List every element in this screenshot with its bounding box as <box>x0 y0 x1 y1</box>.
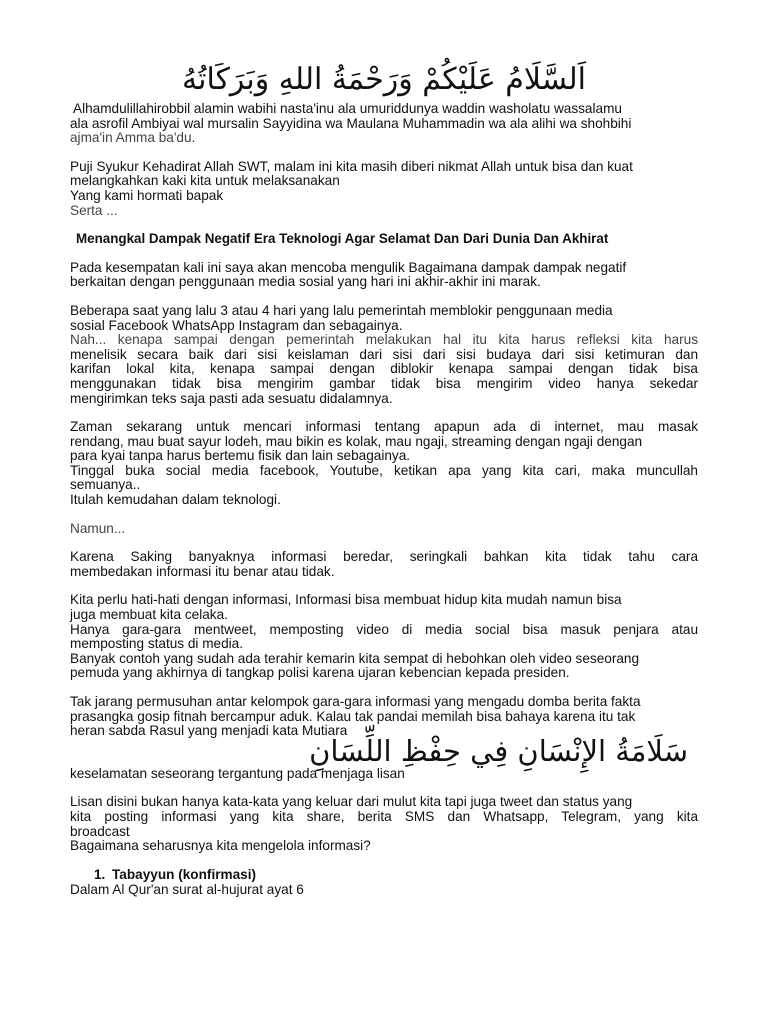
list-item-label: Tabayyun (konfirmasi) <box>112 866 257 882</box>
text-line: mengirimkan teks saja pasti ada sesuatu didalamnya. <box>70 390 393 406</box>
document-page <box>70 62 698 898</box>
text-line: berkaitan dengan penggunaan media sosial yang hari ini akhir-akhir ini marak. <box>70 274 541 290</box>
text-line: Bagaimana seharusnya kita mengelola informasi? <box>70 838 371 854</box>
paragraph-2 <box>70 304 698 406</box>
text-line: broadcast <box>70 823 130 839</box>
text-line: melangkahkan kaki kita untuk melaksanakan <box>70 173 340 189</box>
text-line: memposting status di media. <box>70 636 244 652</box>
text-line: Karena Saking banyaknya informasi beredar, seringkali bahkan kita tidak tahu cara <box>70 549 698 565</box>
text-line: Zaman sekarang untuk mencari informasi tentang apapun ada di internet, mau masak <box>70 419 698 435</box>
text-line: kita posting informasi yang kita share, berita SMS dan Whatsapp, Telegram, yang kita <box>70 808 698 824</box>
text-line: sosial Facebook WhatsApp Instagram dan sebagainya. <box>70 317 403 333</box>
text-line: Itulah kemudahan dalam teknologi. <box>70 492 281 508</box>
paragraph-5 <box>70 593 698 681</box>
text-line: Alhamdulillahirobbil alamin wabihi nasta'inu ala umuriddunya waddin washolatu wassalamu <box>70 101 622 116</box>
arabic-greeting: اَلسَّلَامُ عَلَيْكُمْ وَرَحْمَةُ اللهِ وَبَرَكَاتُهُ <box>182 62 586 97</box>
text-line: menelisik secara baik dari sisi keislaman dari sisi dari sisi budaya dari sisi ketimuran dan <box>70 346 698 362</box>
list-number: 1. <box>94 866 106 882</box>
paragraph-7 <box>70 795 698 853</box>
text-line: semuanya.. <box>70 477 141 493</box>
paragraph-3 <box>70 420 698 508</box>
text-line: Hanya gara-gara mentweet, memposting video di media social bisa masuk penjara atau <box>70 621 698 637</box>
list-item-text: Dalam Al Qur'an surat al-hujurat ayat 6 <box>70 882 304 898</box>
puji-paragraph <box>70 160 698 218</box>
text-line: Tak jarang permusuhan antar kelompok gara-gara informasi yang mengadu domba berita fakta <box>70 694 641 709</box>
text-line: Yang kami hormati bapak <box>70 187 224 203</box>
text-line: Nah... kenapa sampai dengan pemerintah melakukan hal itu kita harus refleksi kita harus <box>70 332 698 348</box>
paragraph-4 <box>70 550 698 579</box>
text-line: heran sabda Rasul yang menjadi kata Mutiara <box>70 723 348 739</box>
text-line: Puji Syukur Kehadirat Allah SWT, malam ini kita masih diberi nikmat Allah untuk bisa dan kuat <box>70 158 633 174</box>
text-line: prasangka gosip fitnah bercampur aduk. Kalau tak pandai memilah bisa bahaya karena itu tak <box>70 708 636 724</box>
quote-meaning: keselamatan seseorang tergantung pada menjaga lisan <box>70 765 405 781</box>
opening-paragraph <box>70 102 698 146</box>
text-line: para kyai tanpa harus bertemu fisik dan lain sebagainya. <box>70 448 411 464</box>
text-line: rendang, mau buat sayur lodeh, mau bikin es kolak, mau ngaji, streaming dengan ngaji dengan <box>70 433 643 449</box>
text-line: Kita perlu hati-hati dengan informasi, Informasi bisa membuat hidup kita mudah namun bisa <box>70 592 622 608</box>
text-line: ajma'in Amma ba'du. <box>70 130 196 146</box>
text-line: juga membuat kita celaka. <box>70 607 228 623</box>
arabic-quote: سَلَامَةُ الإِنْسَانِ فِي حِفْظِ اللِّسَانِ <box>309 733 688 768</box>
text-line: ala asrofil Ambiyai wal mursalin Sayyidina wa Maulana Muhammadin wa ala alihi wa shohbihi <box>70 115 632 131</box>
list-item <box>94 868 698 883</box>
paragraph-1 <box>70 261 698 290</box>
text-line: Tinggal buka social media facebook, Youtube, ketikan apa yang kita cari, maka muncullah <box>70 462 698 478</box>
text-line: Pada kesempatan kali ini saya akan mencoba mengulik Bagaimana dampak dampak negatif <box>70 259 627 275</box>
text-line: Lisan disini bukan hanya kata-kata yang keluar dari mulut kita tapi juga tweet dan status yang <box>70 794 633 810</box>
text-line: menggunakan tidak bisa mengirim gambar tidak bisa mengirim video hanya sekedar <box>70 375 698 391</box>
text-line: membedakan informasi itu benar atau tidak. <box>70 563 335 579</box>
text-line: karifan lokal kita, kenapa sampai dengan diblokir kenapa sampai dengan tidak bisa <box>70 361 698 377</box>
namun-text: Namun... <box>70 520 126 536</box>
text-line: Serta ... <box>70 202 118 218</box>
text-line: Banyak contoh yang sudah ada terahir kemarin kita sempat di hebohkan oleh video seseorang <box>70 650 640 666</box>
text-line: Beberapa saat yang lalu 3 atau 4 hari yang lalu pemerintah memblokir penggunaan media <box>70 302 613 318</box>
speech-title: Menangkal Dampak Negatif Era Teknologi Agar Selamat Dan Dari Dunia Dan Akhirat <box>76 231 609 247</box>
text-line: pemuda yang akhirnya di tangkap polisi karena ujaran kebencian kepada presiden. <box>70 665 570 681</box>
